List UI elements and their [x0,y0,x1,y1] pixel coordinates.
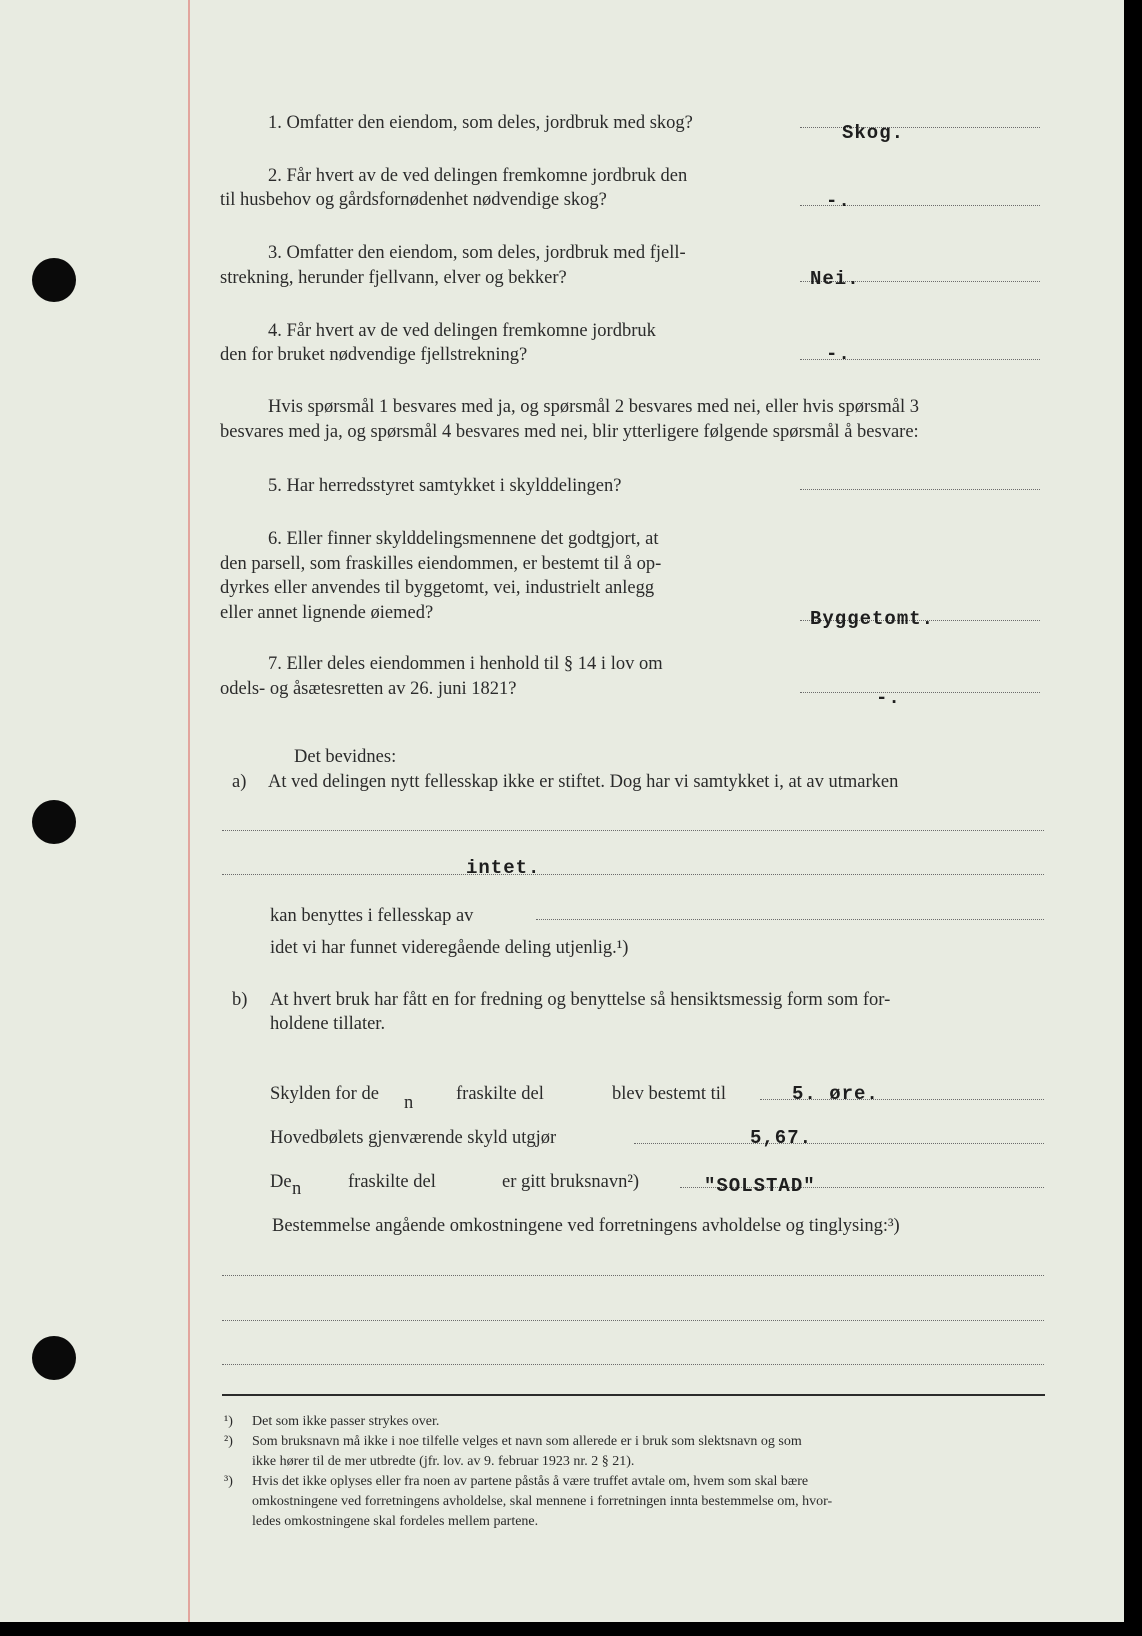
footnote-1: Det som ikke passer strykes over. [252,1414,440,1429]
skyld-line-2: Hovedbølets gjenværende skyld utgjør [270,1128,557,1148]
answer-1: Skog. [842,122,905,144]
question-3-line-2: strekning, herunder fjellvann, elver og bekker? [220,268,567,288]
condition-line-1: Hvis spørsmål 1 besvares med ja, og spørsmål 2 besvares med nei, eller hvis spørsmål 3 [268,397,919,417]
punch-hole [32,1336,76,1380]
attest-b-label: b) [232,990,248,1010]
footnote-3-mark: ³) [224,1474,233,1489]
skyld-value: 5. øre. [792,1083,879,1105]
skyld-line-1-a: Skylden for de [270,1084,379,1104]
fill-line [222,1275,1044,1276]
footnote-2-line-2: ikke hører til de mer utbredte (jfr. lov. av 9. februar 1923 nr. 2 § 21). [252,1454,635,1469]
attest-a-fill: intet. [466,857,541,879]
fill-line [536,919,1044,920]
answer-7: -. [876,687,901,709]
fill-line [222,830,1044,831]
answer-3: Nei. [810,268,860,290]
skyld-line-3-a: De [270,1172,292,1192]
answer-line [800,692,1040,693]
question-6-line-3: dyrkes eller anvendes til byggetomt, vei, industrielt anlegg [220,578,655,598]
attest-b-line-1: At hvert bruk har fått en for fredning og benyttelse så hensiktsmessig form som for- [270,990,891,1010]
footnote-rule [222,1394,1045,1396]
attest-heading: Det bevidnes: [294,747,397,767]
question-6-line-2: den parsell, som fraskilles eiendommen, er bestemt til å op- [220,554,662,574]
question-6-line-1: 6. Eller finner skylddelingsmennene det godtgjort, at [268,529,659,549]
attest-b-line-2: holdene tillater. [270,1014,386,1034]
condition-line-2: besvares med ja, og spørsmål 4 besvares med nei, blir ytterligere følgende spørsmål å besvare: [220,422,919,442]
answer-4: -. [826,343,851,365]
fill-line [222,874,1044,875]
question-6-line-4: eller annet lignende øiemed? [220,603,434,623]
margin-line [188,0,190,1622]
skyld-line-4: Bestemmelse angående omkostningene ved forretningens avholdelse og tinglysing:³) [272,1216,900,1236]
fill-line [222,1320,1044,1321]
fill-line [222,1364,1044,1365]
question-7-line-2: odels- og åsætesretten av 26. juni 1821? [220,679,517,699]
footnote-3-line-3: ledes omkostningene skal fordeles mellem partene. [252,1514,539,1529]
punch-hole [32,800,76,844]
attest-a-line-3: kan benyttes i fellesskap av [270,906,474,926]
remaining-skyld-value: 5,67. [750,1127,813,1149]
question-4-line-2: den for bruket nødvendige fjellstrekning? [220,345,528,365]
question-2-line-1: 2. Får hvert av de ved delingen fremkomne jordbruk den [268,166,688,186]
answer-2: -. [826,190,851,212]
footnote-3-line-2: omkostningene ved forretningens avholdelse, skal mennene i forretningen innta bestemmelse om, hvor- [252,1494,833,1509]
skyld-line-1-n: n [404,1093,414,1113]
skyld-line-1-b: fraskilte del [456,1084,544,1104]
answer-line [800,127,1040,128]
question-1: 1. Omfatter den eiendom, som deles, jordbruk med skog? [268,113,693,133]
question-3-line-1: 3. Omfatter den eiendom, som deles, jordbruk med fjell- [268,243,686,263]
answer-line [800,489,1040,490]
fill-line [634,1143,1044,1144]
attest-a-label: a) [232,772,247,792]
footnote-1-mark: ¹) [224,1414,233,1429]
skyld-line-3-n: n [292,1179,302,1199]
punch-hole [32,258,76,302]
farm-name-value: "SOLSTAD" [704,1175,816,1197]
attest-a-text: At ved delingen nytt fellesskap ikke er stiftet. Dog har vi samtykket i, at av utmarken [268,772,899,792]
footnote-2-mark: ²) [224,1434,233,1449]
skyld-line-3-c: er gitt bruksnavn²) [502,1172,640,1192]
question-7-line-1: 7. Eller deles eiendommen i henhold til § 14 i lov om [268,654,663,674]
skyld-line-1-c: blev bestemt til [612,1084,727,1104]
skyld-line-3-b: fraskilte del [348,1172,436,1192]
answer-6: Byggetomt. [810,608,935,630]
question-5: 5. Har herredsstyret samtykket i skylddelingen? [268,476,622,496]
footnote-2-line-1: Som bruksnavn må ikke i noe tilfelle velges et navn som allerede er i bruk som slektsnavn og som [252,1434,802,1449]
question-4-line-1: 4. Får hvert av de ved delingen fremkomne jordbruk [268,321,656,341]
footnote-3-line-1: Hvis det ikke oplyses eller fra noen av partene påstås å være truffet avtale om, hvem som skal bære [252,1474,809,1489]
attest-a-line-4: idet vi har funnet videregående deling utjenlig.¹) [270,938,629,958]
question-2-line-2: til husbehov og gårdsfornødenhet nødvendige skog? [220,190,607,210]
